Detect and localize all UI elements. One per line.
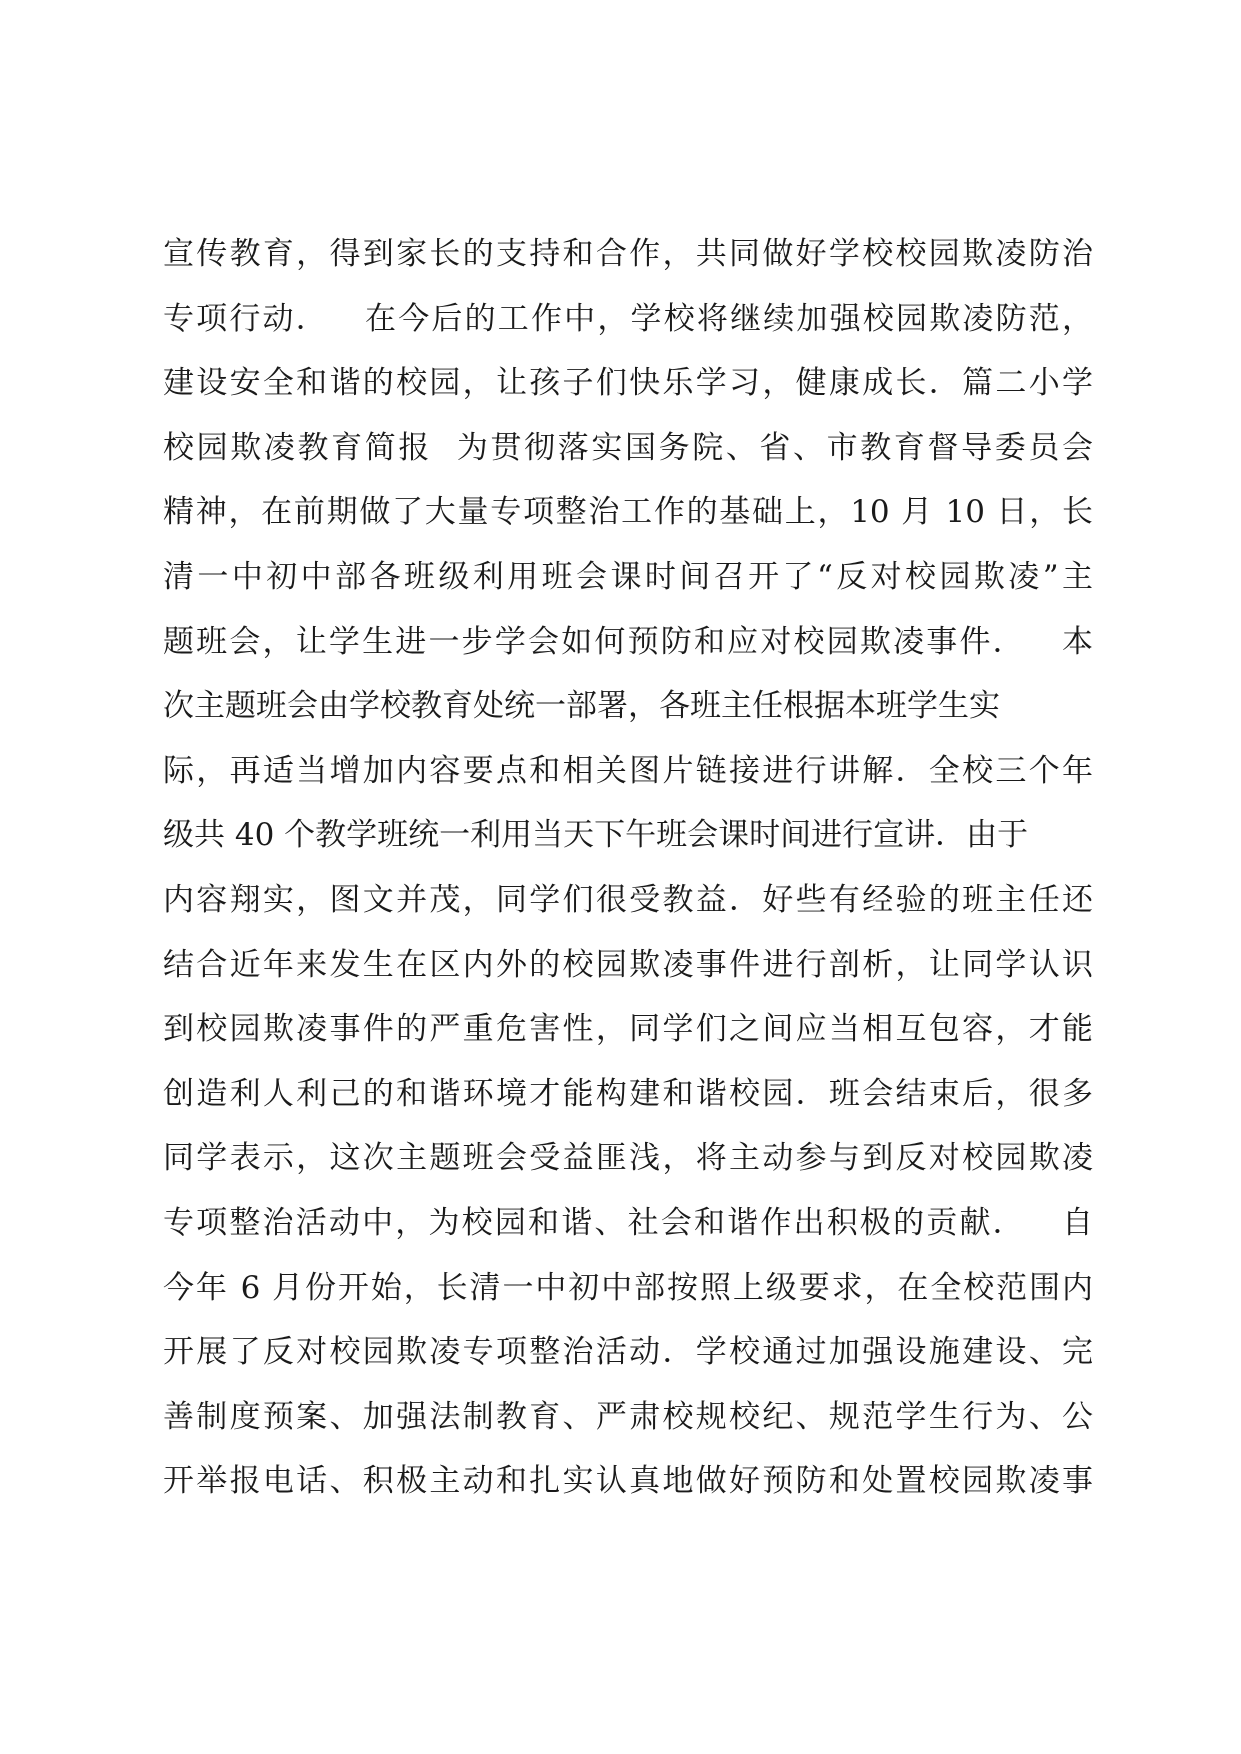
- text-line: 清一中初中部各班级利用班会课时间召开了“反对校园欺凌”主: [163, 558, 1093, 595]
- text-line: 结合近年来发生在区内外的校园欺凌事件进行剖析，让同学认识: [163, 946, 1093, 983]
- text-line: 际，再适当增加内容要点和相关图片链接进行讲解．全校三个年: [163, 752, 1093, 789]
- text-line: 善制度预案、加强法制教育、严肃校规校纪、规范学生行为、公: [163, 1398, 1093, 1435]
- text-line: 精神，在前期做了大量专项整治工作的基础上，10 月 10 日，长: [163, 494, 1093, 531]
- text-line: 今年 6 月份开始，长清一中初中部按照上级要求，在全校范围内: [163, 1269, 1093, 1306]
- text-line: 级共 40 个教学班统一利用当天下午班会课时间进行宣讲．由于: [163, 817, 1029, 854]
- text-line: 题班会，让学生进一步学会如何预防和应对校园欺凌事件． 本: [163, 623, 1093, 660]
- text-line: 同学表示，这次主题班会受益匪浅，将主动参与到反对校园欺凌: [163, 1140, 1093, 1177]
- text-line: 开举报电话、积极主动和扎实认真地做好预防和处置校园欺凌事: [163, 1463, 1093, 1500]
- text-line: 开展了反对校园欺凌专项整治活动．学校通过加强设施建设、完: [163, 1334, 1093, 1371]
- text-line: 到校园欺凌事件的严重危害性，同学们之间应当相互包容，才能: [163, 1011, 1093, 1048]
- text-line: 建设安全和谐的校园，让孩子们快乐学习，健康成长．篇二小学: [163, 365, 1093, 402]
- text-line: 次主题班会由学校教育处统一部署，各班主任根据本班学生实: [163, 688, 1000, 725]
- body-text: [163, 222, 1093, 1514]
- text-line: 创造利人利己的和谐环境才能构建和谐校园．班会结束后，很多: [163, 1075, 1093, 1112]
- text-line: 宣传教育，得到家长的支持和合作，共同做好学校校园欺凌防治: [163, 236, 1093, 272]
- text-line: 专项整治活动中，为校园和谐、社会和谐作出积极的贡献． 自: [163, 1204, 1093, 1241]
- text-line: 专项行动． 在今后的工作中，学校将继续加强校园欺凌防范，: [163, 300, 1093, 337]
- text-line: 内容翔实，图文并茂，同学们很受教益．好些有经验的班主任还: [163, 881, 1093, 918]
- text-line: 校园欺凌教育简报 为贯彻落实国务院、省、市教育督导委员会: [163, 429, 1093, 466]
